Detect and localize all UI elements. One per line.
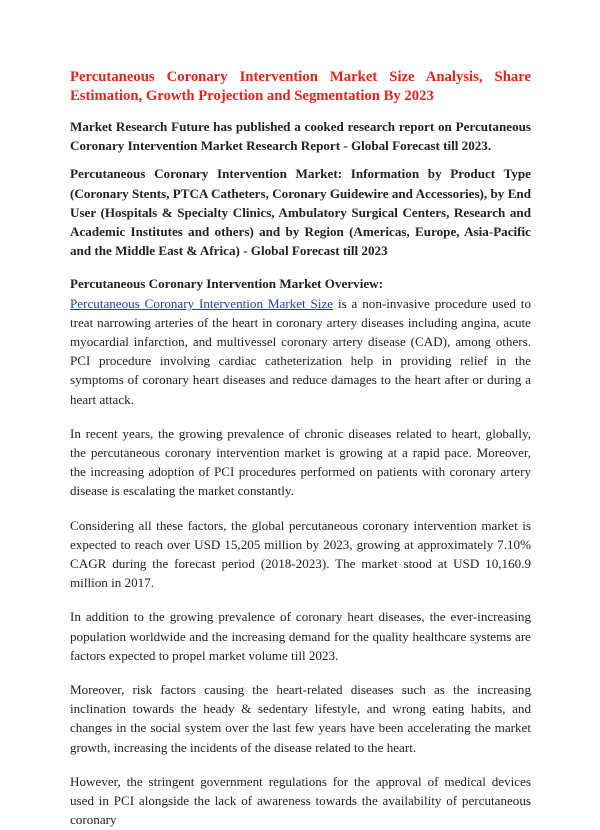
body-paragraph-2: Considering all these factors, the global percutaneous coronary intervention market is expected to reach over USD 15,205 million by 2023, growing at approximately 7.10% CAGR during the forecast period (2018-2023). The market stood at USD 10,160.9 million in 2017. (70, 517, 531, 591)
segmentation-paragraph: Percutaneous Coronary Intervention Market: Information by Product Type (Coronary Stents, PTCA Catheters, Coronary Guidewire and Accessories), by End User (Hospitals & Specialty Clinics, Ambulatory Surgical Centers, Research and Academic Institutes and others) and by Region (Americas, Europe, Asia-Pacific and the Middle East & Africa) - Global Forecast till 2023 (70, 166, 531, 259)
overview-paragraph (70, 294, 531, 409)
body-paragraph-3: In addition to the growing prevalence of coronary heart diseases, the ever-increasing population worldwide and the increasing demand for the quality healthcare systems are factors expected to propel market volume till 2023. (70, 609, 531, 663)
body-paragraph-4: Moreover, risk factors causing the heart-related diseases such as the increasing inclination towards the heady & sedentary lifestyle, and wrong eating habits, and changes in the social system over the last few years have been accelerating the market growth, increasing the incidents of the disease related to the heart. (70, 682, 531, 755)
overview-heading: Percutaneous Coronary Intervention Market Overview: (70, 276, 383, 292)
body-paragraph-5: However, the stringent government regulations for the approval of medical devices used in PCI alongside the lack of awareness towards the availability of percutaneous coronary (70, 773, 531, 828)
lead-paragraph: Market Research Future has published a cooked research report on Percutaneous Coronary Intervention Market Research Report - Global Forecast till 2023. (70, 119, 531, 154)
document-title: Percutaneous Coronary Intervention Market Size Analysis, Share Estimation, Growth Projection and Segmentation By 2023 (70, 69, 531, 104)
overview-text: is a non-invasive procedure used to treat narrowing arteries of the heart in coronary artery diseases including angina, acute myocardial infarction, and multivessel coronary artery disease (CAD), among others. PCI procedure involving cardiac catheterization help in providing relief in the symptoms of coronary heart diseases and reduce damages to the heart after or during a heart attack. (70, 295, 531, 407)
document-page (70, 68, 531, 830)
body-paragraph-1: In recent years, the growing prevalence of chronic diseases related to heart, globally, the percutaneous coronary intervention market is growing at a rapid pace. Moreover, the increasing adoption of PCI procedures performed on patients with coronary artery disease is escalating the market constantly. (70, 425, 531, 499)
market-size-link[interactable]: Percutaneous Coronary Intervention Market Size (70, 295, 334, 311)
